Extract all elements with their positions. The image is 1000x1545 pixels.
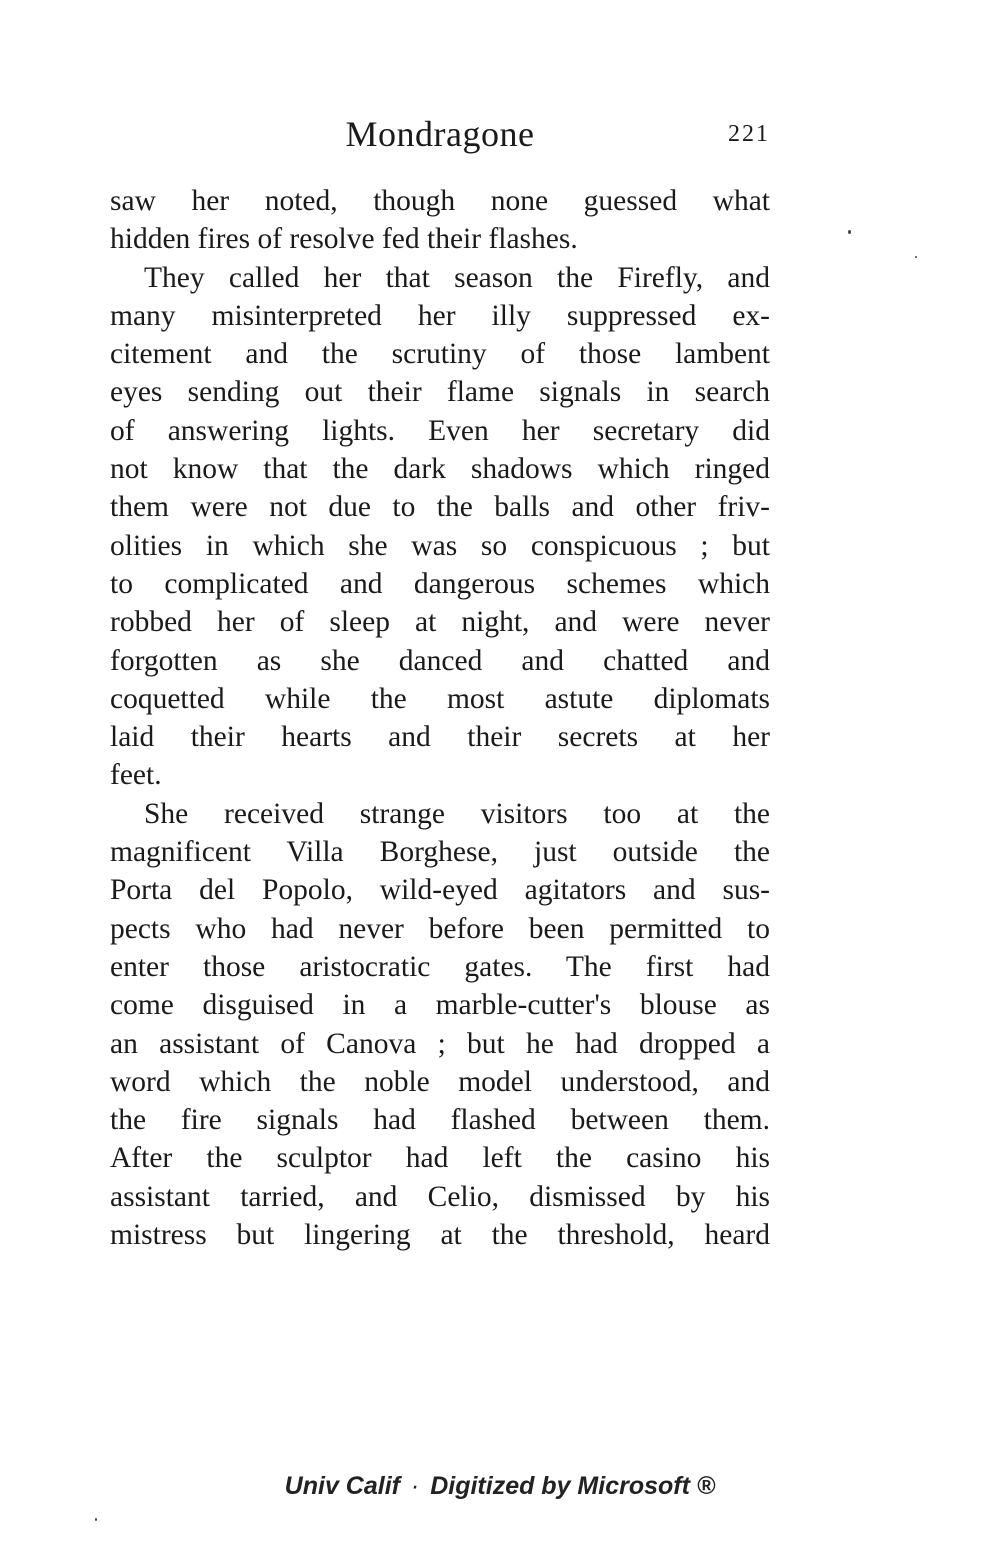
footer-digitized: Digitized by Microsoft [430,1472,690,1500]
text-line: assistant tarried, and Celio, dismissed by his [110,1180,770,1213]
text-line: feet. [110,759,162,792]
scan-speck [848,230,851,234]
running-title: Mondragone [345,114,535,154]
text-line: mistress but lingering at the threshold, heard [110,1219,770,1252]
text-line: pects who had never before been permitted to [110,912,770,945]
text-line: not know that the dark shadows which ringed [110,453,770,486]
footer-mark: ® [696,1472,716,1500]
text-line: After the sculptor had left the casino his [110,1142,770,1175]
scan-speck [915,256,917,258]
text-line: coquetted while the most astute diplomats [110,682,770,715]
text-line: Porta del Popolo, wild-eyed agitators and sus- [110,874,770,907]
text-line: olities in which she was so conspicuous ; but [110,529,770,562]
text-line: forgotten as she danced and chatted and [110,644,770,677]
text-line: of answering lights. Even her secretary did [110,414,770,447]
text-line: the fire signals had flashed between them. [110,1104,770,1137]
text-line: robbed her of sleep at night, and were never [110,606,770,639]
text-line: word which the noble model understood, and [110,1065,770,1098]
running-head [110,110,770,158]
page-number: 221 [728,121,770,147]
body-text [110,182,770,1254]
scan-speck [95,1518,97,1521]
text-line: many misinterpreted her illy suppressed ex- [110,299,770,332]
digitization-footer [0,1470,1000,1502]
footer-library: Univ Calif [284,1472,400,1500]
text-line: them were not due to the balls and other friv- [110,491,770,524]
text-line: saw her noted, though none guessed what [110,185,770,217]
text-line: eyes sending out their flame signals in search [110,376,770,409]
text-line: to complicated and dangerous schemes which [110,567,770,600]
text-line: magnificent Villa Borghese, just outside the [110,836,770,869]
footer-separator: · [410,1472,420,1500]
text-line: hidden fires of resolve fed their flashes. [110,223,578,256]
text-line: enter those aristocratic gates. The first had [110,950,770,983]
text-line: They called her that season the Firefly, and [144,261,770,294]
text-line: citement and the scrutiny of those lambent [110,338,770,371]
text-line: She received strange visitors too at the [144,797,770,830]
text-line: laid their hearts and their secrets at her [110,721,770,754]
text-line: an assistant of Canova ; but he had dropped a [110,1027,770,1060]
text-line: come disguised in a marble-cutter's blouse as [110,989,770,1022]
